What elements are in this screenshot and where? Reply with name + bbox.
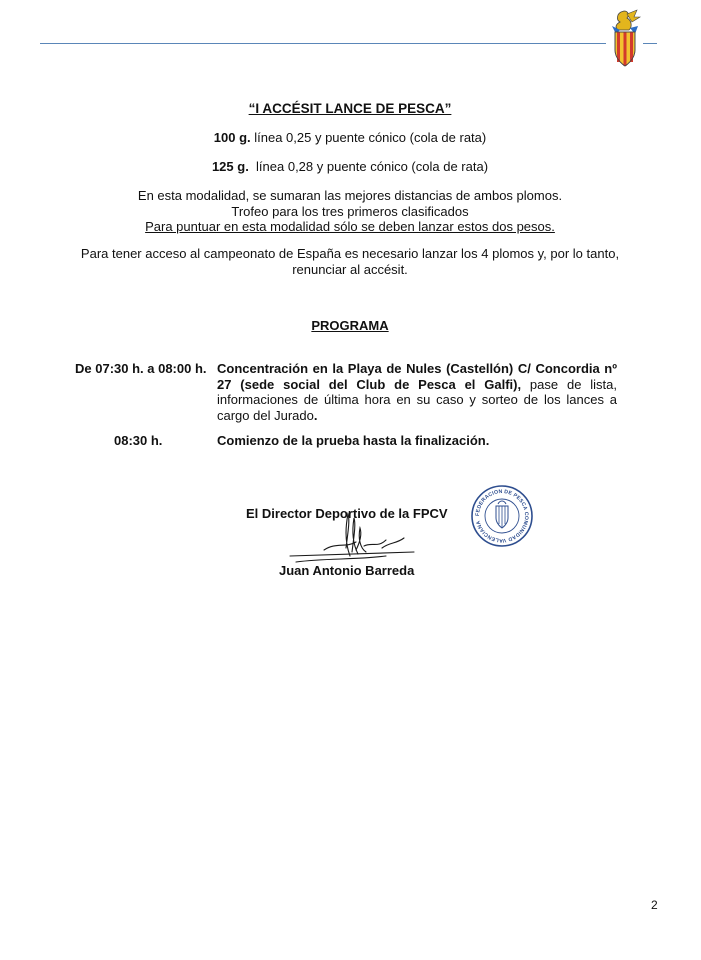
- weight-100-label: 100 g.: [213, 130, 251, 145]
- schedule-desc-normal: pase de lista, informaciones de última hora en su caso y sorteo de los lances a cargo del Jurado: [217, 376, 617, 423]
- weight-125-label: 125 g.: [211, 159, 249, 174]
- schedule-desc-end: .: [313, 407, 318, 423]
- note-line: renunciar al accésit.: [292, 261, 408, 277]
- schedule-time: 08:30 h.: [114, 433, 163, 448]
- schedule-description: Comienzo de la prueba hasta la finalización.: [217, 433, 490, 448]
- handwritten-signature-icon: [286, 512, 418, 564]
- note-line: Para tener acceso al campeonato de España es necesario lanzar los 4 plomos y, por lo tanto,: [80, 246, 620, 261]
- schedule-time: De 07:30 h. a 08:00 h.: [75, 361, 207, 376]
- header-rule-right: [643, 43, 657, 44]
- accesit-rules: [40, 188, 660, 235]
- rule-line: Trofeo para los tres primeros clasificados: [231, 203, 469, 219]
- stamp-text: FEDERACION DE PESCA COMUNIDAD VALENCIANA: [474, 488, 530, 544]
- header-rule: [40, 43, 606, 44]
- weight-125-desc: línea 0,28 y puente cónico (cola de rata): [248, 159, 489, 174]
- accesit-title: “I ACCÉSIT LANCE DE PESCA”: [248, 101, 452, 116]
- programa-heading: PROGRAMA: [311, 318, 389, 333]
- weight-100-line: [40, 130, 660, 145]
- federation-stamp-icon: [470, 484, 534, 548]
- rule-line: En esta modalidad, se sumaran las mejores distancias de ambos plomos.: [137, 188, 563, 203]
- schedule-desc-bold: Concentración en la Playa de Nules (Castellón) C/ Concordia nº 27 (sede social del Club de Pesca el Galfi),: [217, 361, 617, 392]
- weight-125-line: [40, 159, 660, 174]
- schedule-description: [217, 361, 617, 423]
- signatory-name: Juan Antonio Barreda: [279, 563, 415, 578]
- signatory-role: El Director Deportivo de la FPCV: [246, 506, 448, 521]
- rule-line-underlined: Para puntuar en esta modalidad sólo se deben lanzar estos dos pesos.: [145, 219, 555, 234]
- weight-100-desc: línea 0,25 y puente cónico (cola de rata): [250, 130, 487, 145]
- spain-championship-note: [40, 246, 660, 277]
- page-number: 2: [651, 898, 658, 912]
- valencia-crest-icon: [607, 8, 643, 70]
